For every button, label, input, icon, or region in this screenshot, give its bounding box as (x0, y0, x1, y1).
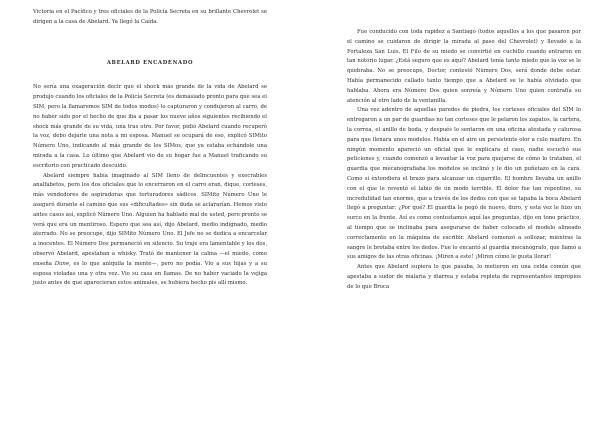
body-paragraph: No sería una exageración decir que el shock más grande de la vida de Abelard se produjo cuando los oficiales de la Policía Secreta (es demasiado pronto para que sea el SIM, pero la llamaremos SIM de todos modos) lo capturaron y condujeron al carro, de no haber sido por el hecho de que iba a pasar los nueve años siguientes recibiendo el shock más grande de su vida, una tras otro. Por favor, pidió Abelard cuando recuperó la voz, debo dejarle una nota a mi esposa. Manuel se ocupará de eso, explicó SIMito Número Uno, indicando al más grande de los SIMos, que ya estaba echándole una mirada a la casa. Lo último que Abelard vio de su hogar fue a Manuel traficando su escritorio con practicado descuido. (33, 84, 267, 169)
right-text-column (347, 0, 581, 293)
chapter-heading: ABELARD ENCADENADO (106, 59, 194, 66)
body-paragraph (33, 172, 267, 290)
left-text-column (33, 0, 267, 289)
body-paragraph: Antes que Abelard supiera lo que pasaba, lo metieron en una celda común que apestaba a sudor de malaria y diarrea y estaba repleta de representantes impropios de lo que Broca (347, 264, 581, 290)
right-page (300, 0, 600, 425)
intro-paragraph: Victoria en el Pacífico y tres oficiales de la Policía Secreta en su brillante Chevrolet se dirigen a la casa de Abelard. Ya llegó la Caída. (33, 9, 267, 25)
text-span: , es lo que aniquila la mente—, pero no podía. Vio a sus hijas y a su esposa violadas una y otra vez. Vio su casa en llamas. De no haber vaciado la vejiga justo antes de que aparecieran estos animales, se hubiera hecho pis allí mismo. (33, 260, 268, 287)
italic-title: Dune (54, 260, 69, 267)
body-paragraph: Fue conducido con toda rapidez a Santiago (todos aquellos a los que pasaron por el camino se cuidaron de dirigir la mirada al paso del Chevrolet) y llevado a la Fortaleza San Luis. El Filo de su miedo se convirtió en cuchillo cuando entraron en tan notorio lugar. ¿Está seguro que es aquí? Abelard tenía tanto miedo que la voz se le quebraba. No se preocupe, Doctor, contestó Número Dos, será donde debe estar. Había permanecido callado tanto tiempo que a Abelard se le había olvidado que hablaba. Ahora era Número Dos quien sonreía y Número Uno quien contrafía su atención al otro lado de la ventanilla. (347, 29, 581, 104)
text-span: Abelard siempre había imaginado al SIM lleno de delincuentes y execrables analfabetos, pero los dos oficiales que lo encerraron en el carro eran, dique, corteses, más vendedores de aspiradoras que torturadores sádicos. SIMito Número Uno le aseguró durante el camino que sus «dificultades» sin duda se aclararían. Hemos visto antes casos así, explicó Número Uno. Alguien ha hablado mal de usted, pero pronto se verá que era un mentiroso. Espero que sea así, dijo Abelard, medio indignado, medio aterrado. No se preocupe, dijo SIMito Número Uno. El Jefe no se dedica a encarcelar a inocentes. El Número Dos permaneció en silencio. Su traje era lamentable y los dos, observó Abelard, apestaban a whisky. Trató de mantener la calma —el miedo, como enseña (33, 172, 267, 267)
body-paragraph: Una vez adentro de aquellas paredes de piedra, los corteses oficiales del SIM lo entregaron a un par de guardias no tan corteses que le pelaron los zapatos, la cartera, la correa, el anillo de boda, y después lo sentaron en una oficina atestada y calurosa para que llenara unos modelos. Había en el aire un persistente olor a culo maduro. En ningún momento apareció un oficial que le explicara el caso, nadie escuchó sus peticiones y, cuando comenzó a levantar la voz para quejarse de cómo lo trataban, el guardia que mecanografiaba los modelos se inclinó y le dio un puñetazo en la cara. Como si extendiera el brazo para alcanzar un cigarrillo. El hombre llevaba un anillo con el que le reventó el labio de un modo terrible. El dolor fue tan repentino, su incredulidad tan enorme, que a través de los dedos con que se tapaba la boca Abelard llegó a preguntar: ¿Por qué? El guardia le pegó de nuevo, duro, y esta vez le hizo un surco en la frente. Así es como contestamos aquí las preguntas, dijo en tono práctico, al tiempo que se inclinaba para asegurarse de haber colocado el modelo alineado correctamente en la máquina de escribir. Abelard comenzó a sollozar, mientras la sangre le brotaba entre los dedos. Fue lo encantó al guardia mecanógrafo, que llamó a sus amigos de las otras oficinas. ¡Miren a este! ¡Miren cómo le gusta llorar! (347, 107, 581, 261)
